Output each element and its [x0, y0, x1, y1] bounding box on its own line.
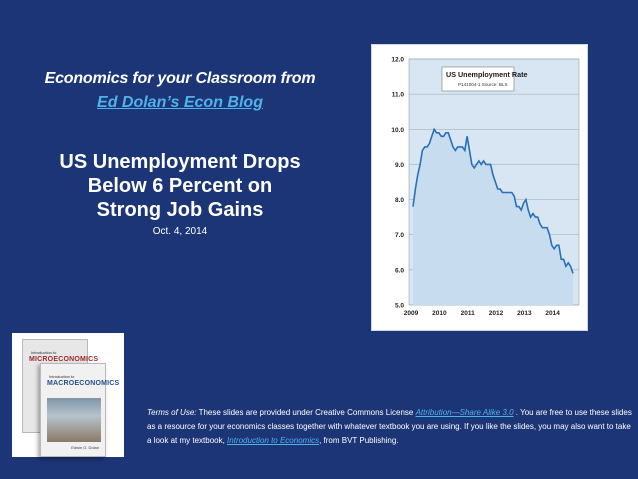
terms-text: . You are free to use these slides as a resource for your economics classes together with whatever textbook you are using. If you like the slides, you may also want to take a look at my textbook, [147, 408, 632, 445]
y-tick-label: 6.0 [394, 267, 404, 275]
x-tick-label: 2013 [517, 310, 532, 317]
blog-title: Economics for your Classroom from [44, 70, 316, 87]
macroeconomics-book [40, 363, 120, 457]
terms-text: These slides are provided under Creative Commons License [196, 408, 416, 417]
micro-book-subtitle: Introduction to [31, 350, 57, 355]
x-tick-label: 2014 [545, 310, 560, 317]
blog-title-block [20, 70, 340, 112]
headline [30, 150, 330, 222]
headline-line: US Unemployment Drops [59, 151, 301, 173]
y-tick-label: 8.0 [394, 197, 404, 205]
chart-subtitle: P141004-1 Source: BLS [458, 82, 508, 87]
x-tick-label: 2012 [488, 310, 504, 317]
chart-svg [372, 45, 589, 332]
textbook-link[interactable]: Introduction to Economics [227, 436, 320, 445]
y-tick-label: 5.0 [394, 302, 404, 310]
x-tick-label: 2011 [460, 310, 475, 317]
y-tick-label: 11.0 [391, 91, 404, 99]
y-tick-label: 7.0 [394, 232, 404, 240]
license-link[interactable]: Attribution—Share Alike 3.0 [415, 408, 514, 417]
x-tick-label: 2010 [432, 310, 447, 317]
y-tick-label: 9.0 [394, 161, 404, 169]
book-cover-image [47, 398, 101, 442]
x-tick-label: 2009 [403, 310, 419, 317]
micro-book-title: MICROECONOMICS [29, 356, 99, 363]
textbook-covers [12, 333, 124, 457]
y-tick-label: 12.0 [391, 56, 404, 64]
book-author: Edwin G. Dolan [71, 445, 99, 450]
slide-date: Oct. 4, 2014 [152, 226, 208, 237]
blog-link[interactable]: Ed Dolan’s Econ Blog [97, 94, 263, 111]
chart-title: US Unemployment Rate [446, 70, 528, 79]
y-tick-label: 10.0 [391, 126, 404, 134]
headline-line: Below 6 Percent on [87, 175, 273, 197]
macro-book-title: MACROECONOMICS [47, 380, 120, 387]
macro-book-subtitle: Introduction to [49, 374, 75, 379]
terms-of-use [147, 406, 632, 448]
terms-label: Terms of Use: [147, 408, 197, 417]
terms-text: , from BVT Publishing. [319, 436, 399, 445]
headline-line: Strong Job Gains [96, 199, 264, 221]
unemployment-chart [371, 44, 588, 331]
